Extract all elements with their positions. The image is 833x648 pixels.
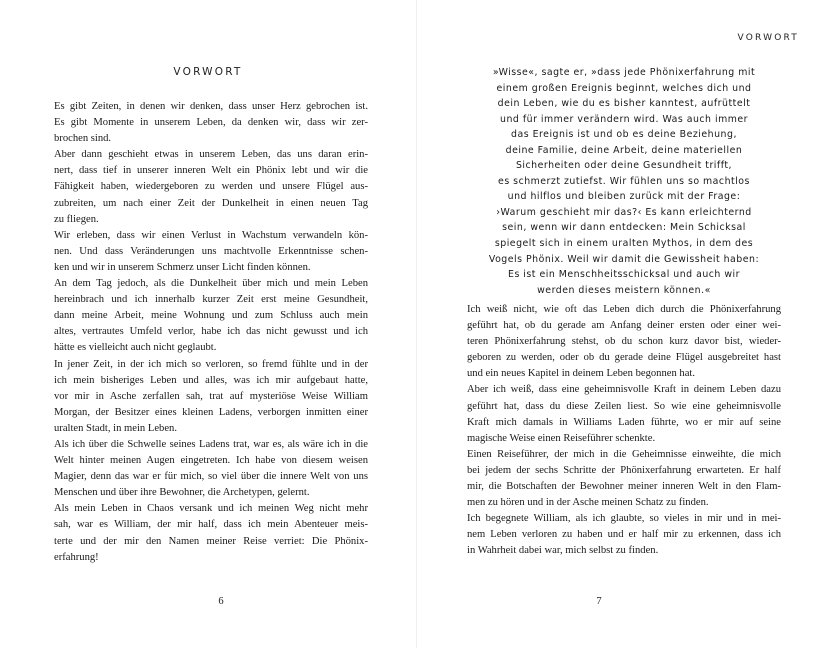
- body-line: Einen Reiseführer, der mich in die Geheimnisse einweihte, die mich: [467, 448, 781, 460]
- body-line: Kraft mich damals in Williams Laden führte, wo er mir auf seine: [467, 416, 781, 428]
- body-line: nen. Und dass Veränderungen uns machtvolle Erkenntnisse schen-: [54, 245, 368, 257]
- body-line: brochen sind.: [54, 133, 112, 145]
- page-number-right: 7: [596, 596, 602, 607]
- quote-line: einem großen Ereignis beginnt, welches dich und: [496, 82, 752, 94]
- body-line: magische Weise einen Reiseführer schenkte.: [467, 432, 656, 444]
- left-body-text: [54, 99, 368, 566]
- body-line: Fähigkeit haben, wiedergeboren zu werden und unsere Flügel aus-: [54, 181, 368, 193]
- body-line: ich mein bisheriges Leben und alles, was ich mir aufgebaut hatte,: [54, 374, 368, 386]
- body-line: und ein neues Kapitel in deinem Leben begonnen hat.: [467, 368, 695, 380]
- body-line: Ich begegnete William, als ich glaubte, so vieles in mir und in mei-: [467, 513, 781, 525]
- left-page: [0, 0, 416, 648]
- body-line: terte und der mir den Namen meiner Reise verriet: Die Phönix-: [54, 535, 368, 547]
- body-line: nem Leben verloren zu haben und er half mir zu erkennen, dass ich: [467, 529, 781, 541]
- right-body-text: [467, 302, 781, 560]
- body-line: Welt hinter meinen Augen eingetreten. Ich habe von diesem weisen: [54, 455, 368, 467]
- body-line: men zu hören und in der Asche meinen Schatz zu finden.: [467, 497, 709, 509]
- body-line: in Wahrheit dabei war, mich selbst zu finden.: [467, 545, 659, 557]
- quote-line: Vogels Phönix. Weil wir damit die Gewissheit haben:: [488, 253, 760, 265]
- body-line: Menschen und über ihre Bewohner, die Archetypen, gelernt.: [54, 487, 310, 499]
- body-line: zu fliegen.: [54, 213, 99, 225]
- body-line: Aber ich weiß, dass eine geheimnisvolle Kraft in deinem Leben dazu: [467, 384, 781, 396]
- body-line: sah, war es William, der mir half, dass ich mein Abenteuer meis-: [54, 519, 368, 531]
- body-line: In jener Zeit, in der ich mich so verloren, so fremd fühlte und in der: [54, 358, 368, 370]
- body-line: Ich weiß nicht, wie oft das Leben dich durch die Phönixerfahrung: [467, 304, 781, 315]
- chapter-title: VORWORT: [173, 66, 243, 78]
- quote-line: »Wisse«, sagte er, »dass jede Phönixerfahrung mit: [492, 67, 756, 78]
- body-line: nert, dass tief in unserer inneren Welt ein Phönix lebt und wir die: [54, 165, 368, 177]
- page-number-left: 6: [218, 596, 224, 607]
- quote-line: werden dieses meistern können.«: [537, 284, 711, 296]
- body-line: bei jedem der sechs Schritte der Phönixerfahrung erwarteten. Er half: [467, 464, 781, 476]
- quote-line: dein Leben, wie du es bisher kanntest, aufrüttelt: [497, 98, 751, 110]
- body-line: ken und wir in unserem Schmerz unser Licht finden können.: [54, 261, 311, 273]
- body-line: Wir erleben, dass wir einen Verlust in Wachstum verwandeln kön-: [54, 229, 368, 241]
- quote-line: und für immer verändern wird. Was auch immer: [500, 113, 748, 125]
- body-line: geboren zu werden, oder ob du gerade deine Flügel ausgebreitet hast: [467, 352, 781, 364]
- body-line: teren Phönixerfahrung stehst, ob du schon kurz davor bist, wieder-: [467, 336, 781, 348]
- quote-line: deine Familie, deine Arbeit, deine materiellen: [505, 144, 743, 156]
- quote-line: ›Warum geschieht mir das?‹ Es kann erleichternd: [496, 206, 752, 218]
- body-line: altes, vertrautes Umfeld verlor, habe ich das nicht gewusst und ich: [54, 326, 368, 338]
- right-page: [417, 0, 833, 648]
- running-head: VORWORT: [737, 33, 799, 43]
- body-line: hereinbrach und ich innerhalb kurzer Zeit erst meine Gesundheit,: [54, 294, 368, 306]
- quote-line: spiegelt sich in einem uralten Mythos, in dem des: [494, 238, 754, 250]
- body-line: Es gibt Momente in unserem Leben, da denken wir, dass wir zer-: [54, 117, 368, 129]
- body-line: Als mein Leben in Chaos versank und ich meinen Weg nicht mehr: [54, 503, 368, 515]
- body-line: geführt hat, dass du diese Zeilen liest. So wie eine geheimnisvolle: [467, 400, 781, 412]
- quote-line: das Ereignis ist und ob es deine Beziehung,: [511, 129, 737, 141]
- body-line: dann meine Arbeit, meine Wohnung und zum Schluss auch mein: [54, 310, 368, 322]
- quote-line: und hilflos und bleiben zurück mit der Frage:: [507, 191, 741, 203]
- body-line: hätte es vielleicht auch nicht geglaubt.: [54, 342, 217, 354]
- quote-line: Es ist ein Menschheitsschicksal und auch wir: [508, 269, 740, 281]
- body-line: uralten Stadt, in mein Leben.: [54, 422, 177, 434]
- body-line: geführt hat, ob du gerade am Anfang deiner ersten oder einer wei-: [467, 320, 781, 332]
- body-line: Es gibt Zeiten, in denen wir denken, dass unser Herz gebrochen ist.: [54, 101, 368, 112]
- body-line: Magier, denn das war er für mich, so viel über die innere Welt von uns: [54, 471, 368, 483]
- quote-block: [457, 65, 791, 298]
- body-line: Als ich über die Schwelle seines Ladens trat, war es, als wäre ich in die: [54, 438, 368, 450]
- body-line: vor mir in Asche zerfallen sah, trat auf mysteriöse Weise William: [54, 390, 368, 402]
- quote-line: es schmerzt zutiefst. Wir fühlen uns so machtlos: [498, 175, 750, 187]
- body-line: mir, die Botschaften der Bewohner meiner inneren Welt in den Flam-: [467, 481, 781, 493]
- body-line: erfahrung!: [54, 551, 99, 563]
- quote-line: Sicherheiten oder deine Gesundheit trifft,: [515, 160, 733, 172]
- body-line: An dem Tag jedoch, als die Dunkelheit über mich und mein Leben: [54, 278, 368, 290]
- body-line: Morgan, der Besitzer eines kleinen Ladens, verborgen inmitten einer: [54, 406, 368, 418]
- body-line: Aber dann geschieht etwas in unserem Leben, das uns daran erin-: [54, 149, 368, 161]
- quote-line: sein, wenn wir dann entdecken: Mein Schicksal: [502, 222, 746, 234]
- body-line: zubreiten, um nach einer Zeit der Dunkelheit in einen neuen Tag: [54, 197, 368, 209]
